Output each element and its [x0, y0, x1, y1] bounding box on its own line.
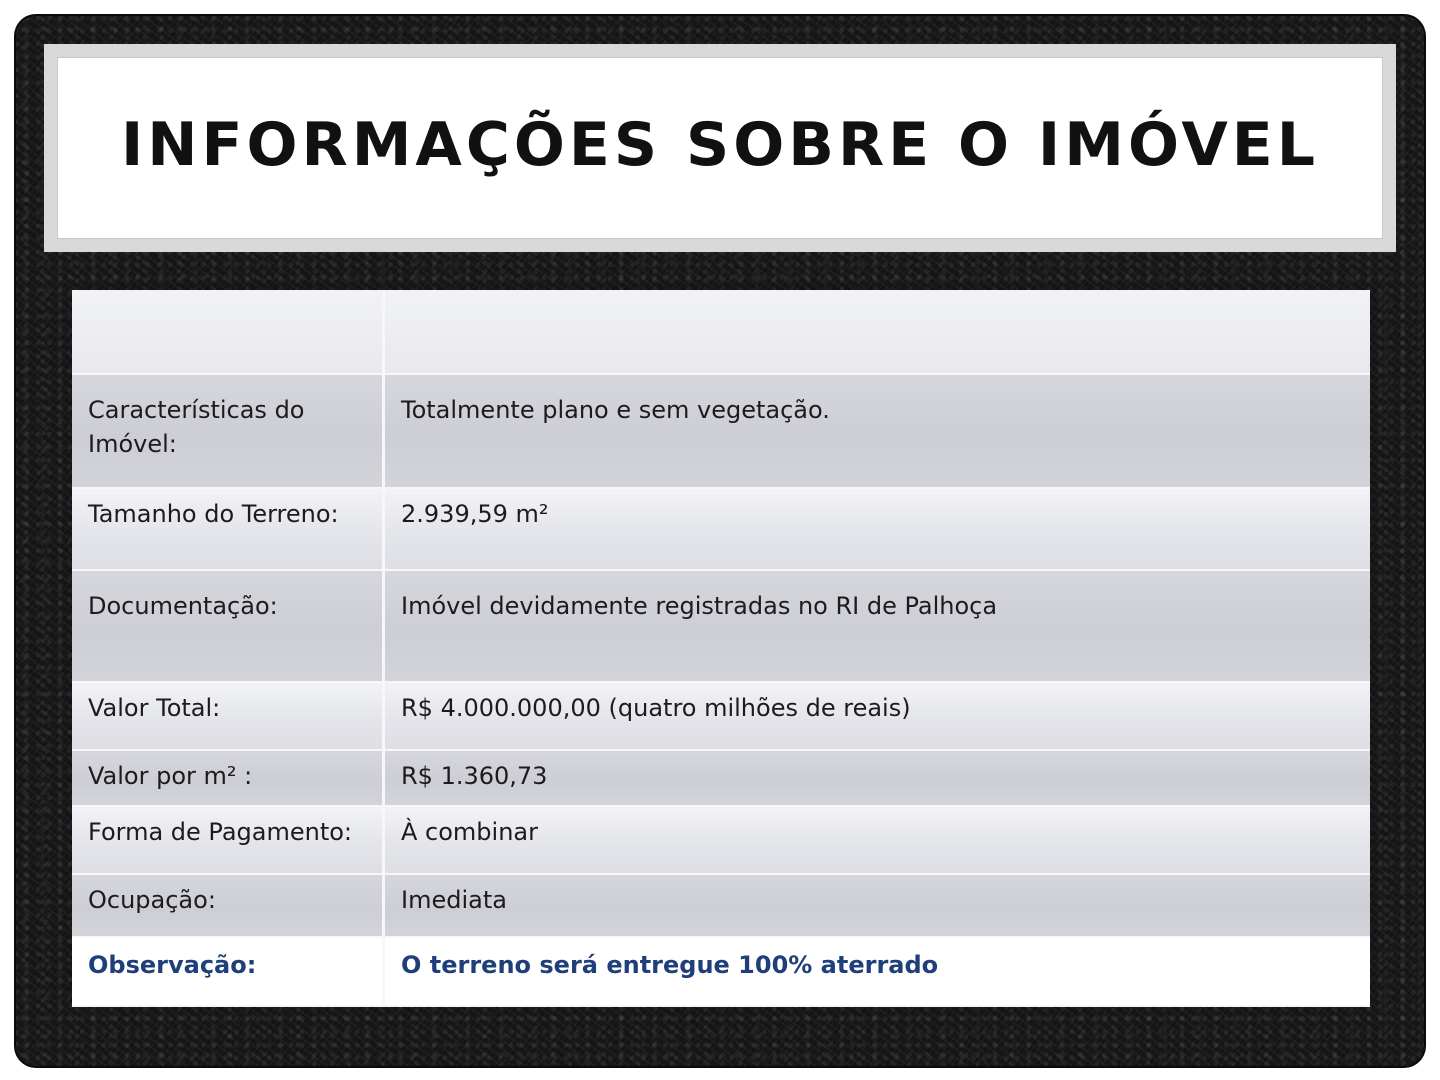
slide-title: INFORMAÇÕES SOBRE O IMÓVEL [120, 110, 1319, 180]
header-cell-value [384, 290, 1371, 374]
table-row [72, 806, 1370, 874]
row-value-caracteristicas: Totalmente plano e sem vegetação. [384, 374, 1371, 488]
slide-background [14, 14, 1426, 1068]
row-value-documentacao: Imóvel devidamente registradas no RI de Palhoça [384, 570, 1371, 682]
row-label-caracteristicas: Características do Imóvel: [72, 374, 384, 488]
row-label-ocupacao: Ocupação: [72, 874, 384, 937]
row-value-ocupacao: Imediata [384, 874, 1371, 937]
header-cell-label [72, 290, 384, 374]
observation-value: O terreno será entregue 100% aterrado [384, 937, 1371, 1006]
title-box [58, 58, 1382, 238]
row-value-tamanho: 2.939,59 m² [384, 488, 1371, 570]
table-row [72, 488, 1370, 570]
row-label-documentacao: Documentação: [72, 570, 384, 682]
row-label-valor-total: Valor Total: [72, 682, 384, 750]
table-row [72, 570, 1370, 682]
row-label-pagamento: Forma de Pagamento: [72, 806, 384, 874]
row-value-valor-total: R$ 4.000.000,00 (quatro milhões de reais) [384, 682, 1371, 750]
info-table [72, 290, 1370, 1007]
property-info-table [72, 290, 1370, 1006]
table-header-row [72, 290, 1370, 374]
table-row [72, 750, 1370, 806]
observation-label: Observação: [72, 937, 384, 1006]
title-frame [44, 44, 1396, 252]
table-row [72, 682, 1370, 750]
row-label-tamanho: Tamanho do Terreno: [72, 488, 384, 570]
observation-row [72, 937, 1370, 1006]
row-label-valor-m2: Valor por m² : [72, 750, 384, 806]
row-value-valor-m2: R$ 1.360,73 [384, 750, 1371, 806]
table-row [72, 374, 1370, 488]
row-value-pagamento: À combinar [384, 806, 1371, 874]
table-row [72, 874, 1370, 937]
